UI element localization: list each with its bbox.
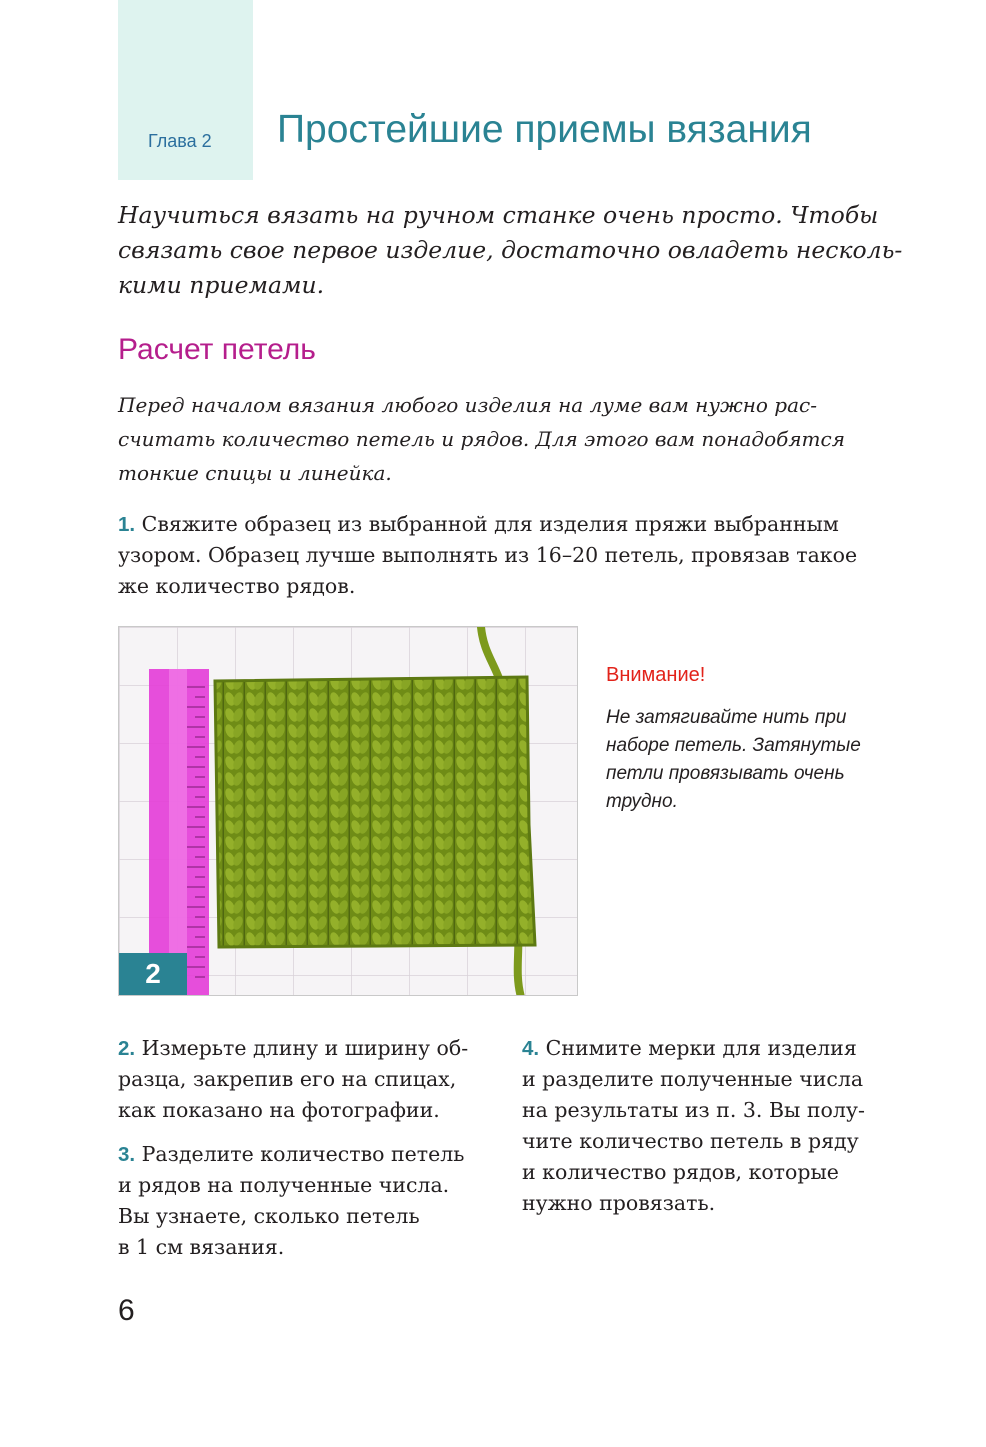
step-number: 3. xyxy=(118,1143,136,1166)
section-lead xyxy=(118,388,908,490)
note-line: петли провязывать очень xyxy=(606,763,845,784)
lead-line: тонкие спицы и линейка. xyxy=(118,461,392,485)
note-title: Внимание! xyxy=(606,664,706,686)
note-text xyxy=(606,704,861,816)
note-line: трудно. xyxy=(606,791,678,812)
step-text: Свяжите образец из выбранной для изделия пряжи выбранным xyxy=(141,512,839,536)
step-text: узором. Образец лучше выполнять из 16–20 петель, провязав такое xyxy=(118,543,858,567)
step-text: в 1 см вязания. xyxy=(118,1235,285,1259)
chapter-box xyxy=(118,0,253,180)
knitted-swatch-illustration xyxy=(119,627,578,996)
step-text: разца, закрепив его на спицах, xyxy=(118,1067,457,1091)
step-text: Вы узнаете, сколько петель xyxy=(118,1204,420,1228)
step-text: и разделите полученные числа xyxy=(522,1067,864,1091)
step-text: Разделите количество петель xyxy=(141,1142,465,1166)
step-number: 4. xyxy=(522,1037,540,1060)
chapter-title: Простейшие приемы вязания xyxy=(277,108,812,151)
step-text: Снимите мерки для изделия xyxy=(545,1036,857,1060)
note-line: Не затягивайте нить при xyxy=(606,707,847,728)
lead-line: считать количество петель и рядов. Для этого вам понадобятся xyxy=(118,427,845,451)
step-number: 2. xyxy=(118,1037,136,1060)
page-number: 6 xyxy=(118,1294,135,1327)
step-text: нужно провязать. xyxy=(522,1191,716,1215)
chapter-label: Глава 2 xyxy=(148,131,212,151)
step-text: и количество рядов, которые xyxy=(522,1160,839,1184)
step-text: чите количество петель в ряду xyxy=(522,1129,859,1153)
step-text: Измерьте длину и ширину об- xyxy=(141,1036,469,1060)
section-title: Расчет петель xyxy=(118,333,316,366)
intro-paragraph xyxy=(118,198,908,303)
lead-line: Перед началом вязания любого изделия на луме вам нужно рас- xyxy=(118,393,817,417)
left-column xyxy=(118,1033,498,1263)
figure-number-badge: 2 xyxy=(119,953,187,995)
intro-line: Научиться вязать на ручном станке очень просто. Чтобы xyxy=(118,201,879,229)
step-1 xyxy=(118,509,918,602)
intro-line: кими приемами. xyxy=(118,271,325,299)
step-text: же количество рядов. xyxy=(118,574,356,598)
step-text: как показано на фотографии. xyxy=(118,1098,440,1122)
note-line: наборе петель. Затянутые xyxy=(606,735,861,756)
step-text: и рядов на полученные числа. xyxy=(118,1173,450,1197)
knitting-sample-photo xyxy=(118,626,578,996)
step-number: 1. xyxy=(118,513,136,536)
intro-line: связать свое первое изделие, достаточно овладеть несколь- xyxy=(118,236,903,264)
step-text: на результаты из п. 3. Вы полу- xyxy=(522,1098,865,1122)
right-column xyxy=(522,1033,922,1219)
